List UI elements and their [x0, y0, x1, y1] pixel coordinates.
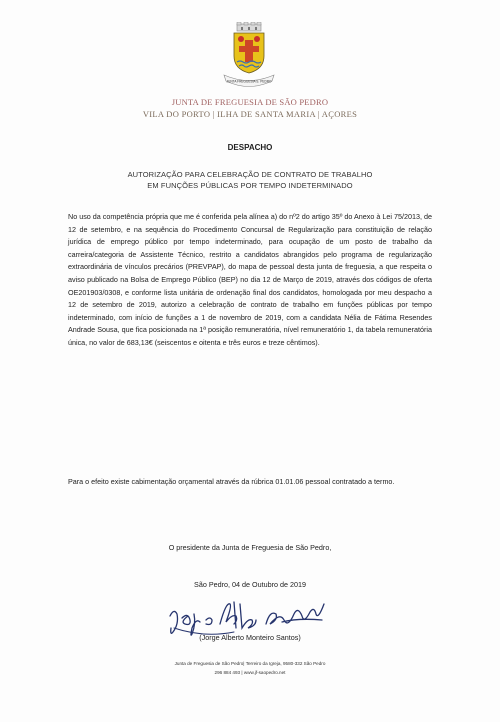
footer-contact: 296 884 493 | www.jf-saopedro.net: [214, 670, 286, 675]
organization-location: VILA DO PORTO | ILHA DE SANTA MARIA | AÇORES: [142, 109, 358, 119]
body-paragraph-1: No uso da competência própria que me é conferida pela alínea a) do nº2 do artigo 35º do Anexo à Lei 75/2013, de 12 de setembro, e na sequência do Procedimento Concursal de Regularização para constituição de relação jurídica de emprego público por tempo indeterminado, para ocupação de um posto de trabalho da carreira/categoria de Assistente Técnico, restrito a candidatos abrangidos pelo programa de regularização extraordinária de vínculos precários (PREVPAP), do mapa de pessoal desta junta de freguesia, a que respeita o aviso publicado na Bolsa de Emprego Público (BEP) no dia 12 de Março de 2019, através dos códigos de oferta OE201903/0308, e conforme lista unitária de ordenação final dos candidatos, homologada por meu despacho a 12 de setembro de 2019, autorizo a celebração de contrato de trabalho em funções públicas por tempo indeterminado, com início de funções a 1 de novembro de 2019, com a candidata Nélia de Fátima Resendes Andrade Sousa, que fica posicionada na 1ª posição remuneratória, nível remuneratório 1, da tabela remuneratória única, no valor de 683,13€ (seiscentos e oitenta e três euros e treze cêntimos).: [68, 212, 432, 347]
organization-name: JUNTA DE FREGUESIA DE SÃO PEDRO: [171, 97, 329, 107]
signatory-name: (Jorge Alberto Monteiro Santos): [199, 633, 301, 642]
svg-text:JUNTA FREGUESIA S. PEDRO: JUNTA FREGUESIA S. PEDRO: [226, 79, 272, 84]
closing-line: O presidente da Junta de Freguesia de São Pedro,: [168, 543, 332, 552]
coat-of-arms-icon: [218, 22, 280, 88]
document-title: DESPACHO: [227, 143, 273, 152]
document-subject: [0, 169, 500, 191]
footer-address: Junta de Freguesia de São Pedro| Terreiro da Igreja, 9580-332 São Pedro: [174, 661, 326, 666]
subject-line-1: AUTORIZAÇÃO PARA CELEBRAÇÃO DE CONTRATO DE TRABALHO: [127, 170, 373, 179]
body-paragraph-2: Para o efeito existe cabimentação orçamental através da rúbrica 01.01.06 pessoal contratado a termo.: [68, 477, 395, 486]
date-line: São Pedro, 04 de Outubro de 2019: [194, 580, 306, 589]
subject-line-2: EM FUNÇÕES PÚBLICAS POR TEMPO INDETERMINADO: [147, 181, 353, 190]
